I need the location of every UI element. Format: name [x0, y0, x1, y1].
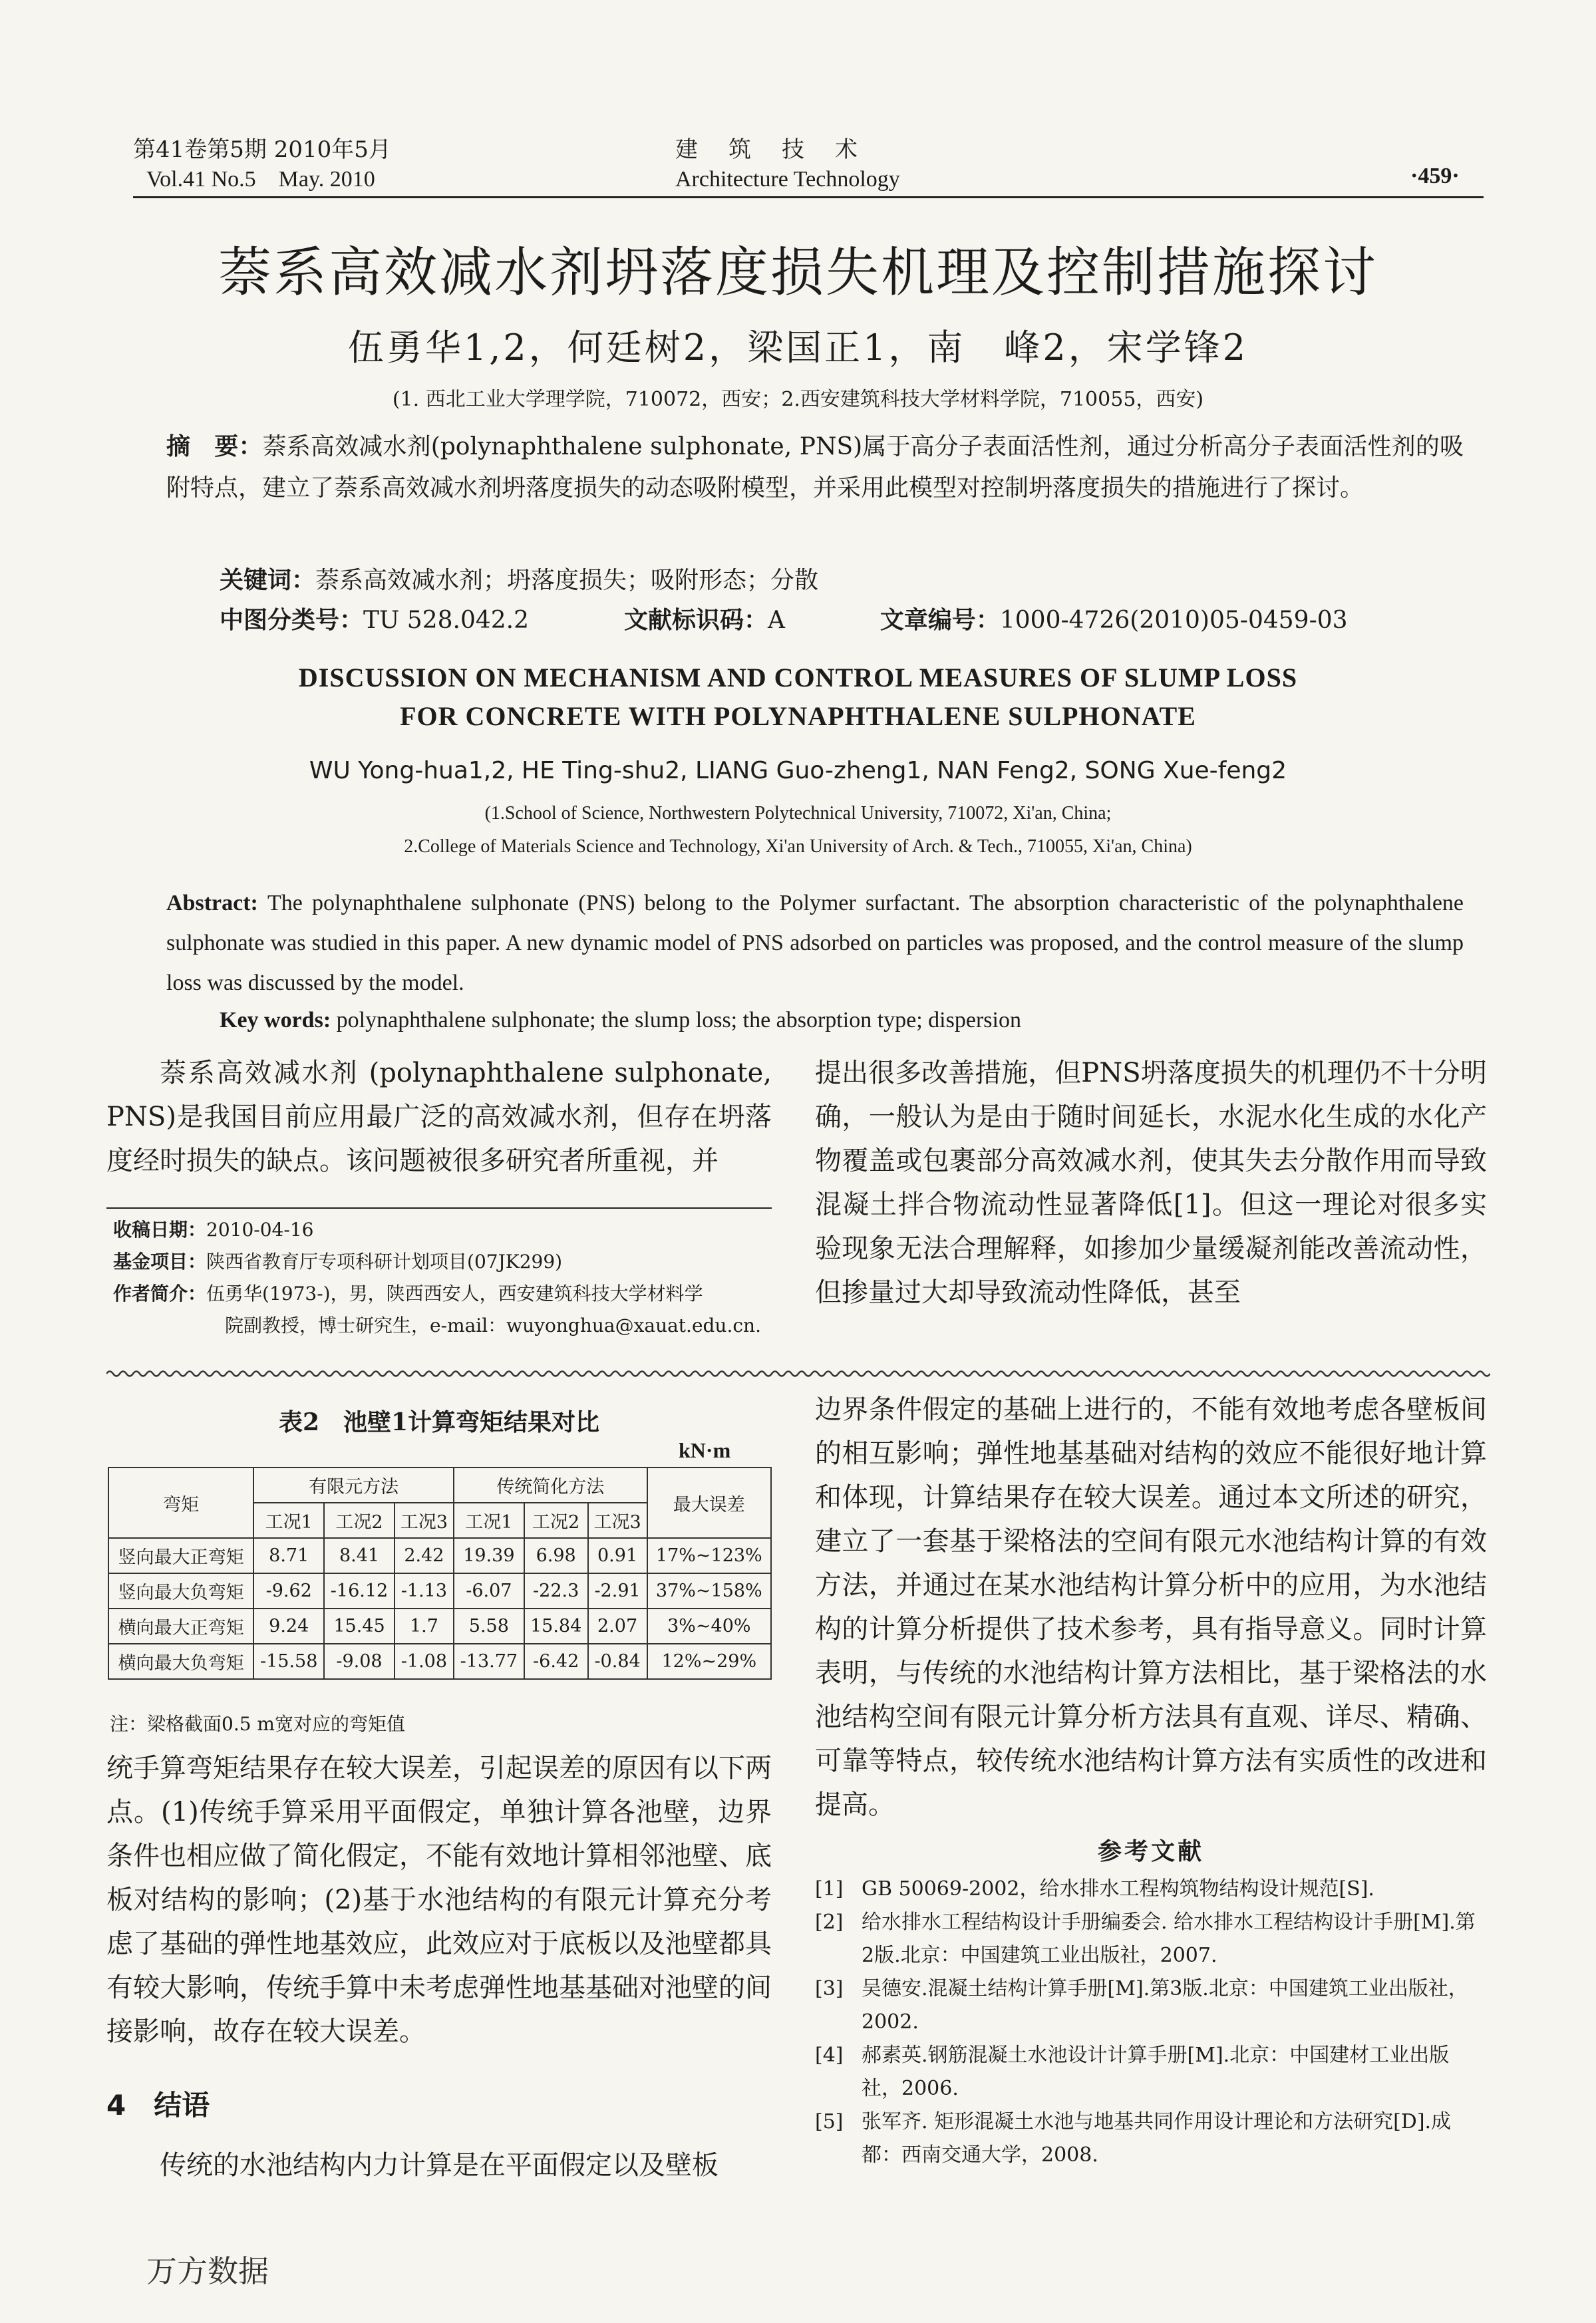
section-4-text: 传统的水池结构内力计算是在平面假定以及壁板	[160, 2150, 718, 2181]
table-cell: -13.77	[454, 1644, 524, 1679]
header-journal-en: Architecture Technology	[675, 167, 900, 192]
table-cell: 15.84	[524, 1609, 588, 1644]
footnotes	[113, 1214, 778, 1342]
doc-code-label: 文献标识码：	[623, 606, 768, 634]
reference-item	[815, 1972, 1487, 2039]
table-cell: -6.42	[524, 1644, 588, 1679]
table-header-case: 工况1	[253, 1503, 324, 1538]
watermark: 万方数据	[146, 2253, 269, 2289]
table-header-traditional: 传统简化方法	[454, 1468, 647, 1503]
table-cell: 9.24	[253, 1609, 324, 1644]
article-no-value: 1000-4726(2010)05-0459-03	[999, 607, 1348, 634]
reference-number: [5]	[815, 2110, 844, 2133]
table-cell: 8.71	[253, 1538, 324, 1573]
abstract-en	[166, 883, 1464, 1003]
intro-right-column: 提出很多改善措施，但PNS坍落度损失的机理仍不十分明确，一般认为是由于随时间延长，水泥水化生成的水化产物覆盖或包裹部分高效减水剂，使其失去分散作用而导致混凝土拌合物流动性显著降低[1]。但这一理论对很多实验现象无法合理解释，如掺加少量缓凝剂能改善流动性，但掺量过大却导致流动性降低，甚至	[815, 1058, 1487, 1308]
results-table	[108, 1467, 772, 1680]
header-page-number: ·459·	[1410, 164, 1460, 188]
references-title: 参考文献	[1097, 1837, 1204, 1865]
table-header-case: 工况1	[454, 1503, 524, 1538]
keywords-en-label: Key words:	[220, 1008, 337, 1032]
table-row	[108, 1609, 771, 1644]
abstract-en-label: Abstract:	[166, 891, 268, 915]
table-cell: -16.12	[324, 1573, 395, 1609]
row-label: 竖向最大正弯矩	[108, 1538, 253, 1573]
table-cell: -1.08	[395, 1644, 454, 1679]
section-4-heading: 4 结语	[106, 2089, 210, 2121]
table-cell: 19.39	[454, 1538, 524, 1573]
reference-text: GB 50069-2002，给水排水工程构筑物结构设计规范[S].	[862, 1877, 1374, 1901]
title-en-line1: DISCUSSION ON MECHANISM AND CONTROL MEASURES OF SLUMP LOSS	[298, 663, 1298, 693]
table-header-case: 工况3	[395, 1503, 454, 1538]
author-bio-line2: 院副教授，博士研究生，e-mail：wuyonghua@xauat.edu.cn.	[225, 1315, 761, 1336]
reference-number: [3]	[815, 1977, 844, 2000]
received-date: 2010-04-16	[206, 1219, 314, 1241]
row-label: 横向最大负弯矩	[108, 1644, 253, 1679]
table-cell: 0.91	[588, 1538, 647, 1573]
table-cell: -22.3	[524, 1573, 588, 1609]
table-cell: -9.08	[324, 1644, 395, 1679]
reference-number: [1]	[815, 1877, 844, 1901]
table-cell-error: 12%~29%	[647, 1644, 771, 1679]
title-en	[0, 659, 1596, 736]
doc-code-value: A	[767, 607, 785, 634]
table-note: 注：梁格截面0.5 m宽对应的弯矩值	[110, 1713, 405, 1735]
affiliation-en-line2: 2.College of Materials Science and Technology, Xi'an University of Arch. & Tech., 710055, Xi'an, China)	[404, 836, 1192, 857]
table-header-case: 工况2	[324, 1503, 395, 1538]
title-en-line2: FOR CONCRETE WITH POLYNAPHTHALENE SULPHONATE	[400, 701, 1196, 731]
table-cell: -9.62	[253, 1573, 324, 1609]
affiliation-cn: (1. 西北工业大学理学院，710072，西安；2.西安建筑科技大学材料学院，710055，西安)	[392, 388, 1204, 411]
table-row	[108, 1644, 771, 1679]
table-cell: 1.7	[395, 1609, 454, 1644]
table-cell: -2.91	[588, 1573, 647, 1609]
table-unit: kN·m	[679, 1438, 731, 1462]
table-cell: 6.98	[524, 1538, 588, 1573]
author-bio-line1: 伍勇华(1973-)，男，陕西西安人，西安建筑科技大学材料学	[206, 1283, 703, 1305]
reference-text: 郝素英.钢筋混凝土水池设计计算手册[M].北京：中国建材工业出版社，2006.	[862, 2044, 1450, 2100]
clc-value: TU 528.042.2	[363, 607, 530, 634]
reference-text: 吴德安.混凝土结构计算手册[M].第3版.北京：中国建筑工业出版社，2002.	[862, 1977, 1468, 2034]
table-cell: 2.42	[395, 1538, 454, 1573]
reference-text: 张军齐. 矩形混凝土水池与地基共同作用设计理论和方法研究[D].成都：西南交通大学，2008.	[862, 2110, 1452, 2167]
table-cell: -0.84	[588, 1644, 647, 1679]
reference-number: [2]	[815, 1911, 844, 1934]
authors-en: WU Yong-hua1,2, HE Ting-shu2, LIANG Guo-zheng1, NAN Feng2, SONG Xue-feng2	[309, 757, 1287, 784]
table-header-case: 工况2	[524, 1503, 588, 1538]
table-cell: -6.07	[454, 1573, 524, 1609]
row-label: 横向最大正弯矩	[108, 1609, 253, 1644]
fund-label: 基金项目：	[113, 1251, 207, 1273]
abstract-cn	[166, 426, 1464, 509]
table-header-moment: 弯矩	[108, 1468, 253, 1538]
author-bio-label: 作者简介：	[113, 1283, 207, 1305]
affiliation-en	[0, 797, 1596, 863]
reference-item	[815, 2039, 1487, 2105]
keywords-cn	[220, 560, 818, 601]
row-label: 竖向最大负弯矩	[108, 1573, 253, 1609]
keywords-cn-label: 关键词：	[220, 566, 316, 594]
table-cell: 5.58	[454, 1609, 524, 1644]
classification-line	[220, 600, 1484, 641]
intro-left-column: 萘系高效减水剂 (polynaphthalene sulphonate, PNS)是我国目前应用最广泛的高效减水剂，但存在坍落度经时损失的缺点。该问题被很多研究者所重视，并	[106, 1058, 772, 1176]
keywords-en	[220, 1001, 1464, 1040]
clc-label: 中图分类号：	[220, 606, 364, 634]
received-label: 收稿日期：	[113, 1219, 207, 1241]
article-no-label: 文章编号：	[879, 606, 1000, 634]
reference-item	[815, 1906, 1487, 1972]
lower-left-column: 统手算弯矩结果存在较大误差，引起误差的原因有以下两点。(1)传统手算采用平面假定，单独计算各池壁，边界条件也相应做了简化假定，不能有效地计算相邻池壁、底板对结构的影响；(2)基于水池结构的有限元计算充分考虑了基础的弹性地基效应，此效应对于底板以及池壁都具有较大影响，传统手算中未考虑弹性地基基础对池壁的间接影响，故存在较大误差。	[106, 1753, 772, 2047]
reference-item	[815, 2105, 1487, 2172]
fund-text: 陕西省教育厅专项科研计划项目(07JK299)	[206, 1251, 563, 1273]
table-cell: 8.41	[324, 1538, 395, 1573]
table-row	[108, 1538, 771, 1573]
table-cell: 15.45	[324, 1609, 395, 1644]
table-title: 表2 池壁1计算弯矩结果对比	[278, 1408, 600, 1436]
authors-cn: 伍勇华1,2，何廷树2，梁国正1，南 峰2，宋学锋2	[347, 327, 1249, 369]
table-cell: -1.13	[395, 1573, 454, 1609]
table-header-max-error: 最大误差	[647, 1468, 771, 1538]
lower-right-column: 边界条件假定的基础上进行的，不能有效地考虑各壁板间的相互影响；弹性地基基础对结构的效应不能很好地计算和体现，计算结果存在较大误差。通过本文所述的研究，建立了一套基于梁格法的空间有限元水池结构计算的有效方法，并通过在某水池结构计算分析中的应用，为水池结构的计算分析提供了技术参考，具有指导意义。同时计算表明，与传统的水池结构计算方法相比，基于梁格法的水池结构空间有限元计算分析方法具有直观、详尽、精确、可靠等特点，较传统水池结构计算方法有实质性的改进和提高。	[815, 1394, 1487, 1820]
table-cell-error: 37%~158%	[647, 1573, 771, 1609]
reference-item	[815, 1873, 1487, 1906]
table-cell: -15.58	[253, 1644, 324, 1679]
keywords-en-text: polynaphthalene sulphonate; the slump loss; the absorption type; dispersion	[336, 1008, 1021, 1032]
wavy-separator	[106, 1369, 1490, 1378]
references-list	[815, 1873, 1487, 2172]
abstract-cn-text: 萘系高效减水剂(polynaphthalene sulphonate, PNS)属于高分子表面活性剂，通过分析高分子表面活性剂的吸附特点，建立了萘系高效减水剂坍落度损失的动态吸附模型，并采用此模型对控制坍落度损失的措施进行了探讨。	[166, 433, 1464, 502]
table-row	[108, 1573, 771, 1609]
header-rule	[133, 196, 1484, 198]
abstract-cn-label: 摘 要：	[166, 432, 263, 460]
paper-title: 萘系高效减水剂坍落度损失机理及控制措施探讨	[218, 241, 1378, 303]
table-header-case: 工况3	[588, 1503, 647, 1538]
table-cell: 2.07	[588, 1609, 647, 1644]
footnote-rule	[106, 1207, 772, 1209]
keywords-cn-text: 萘系高效减水剂；坍落度损失；吸附形态；分散	[315, 567, 819, 594]
header-journal-cn: 建 筑 技 术	[675, 136, 862, 163]
reference-text: 给水排水工程结构设计手册编委会. 给水排水工程结构设计手册[M].第2版.北京：中国建筑工业出版社，2007.	[862, 1911, 1476, 1967]
table-cell-error: 17%~123%	[647, 1538, 771, 1573]
abstract-en-text: The polynaphthalene sulphonate (PNS) belong to the Polymer surfactant. The absorption characteristic of the polynaphthalene sulphonate was studied in this paper. A new dynamic model of PNS adsorbed on particles was proposed, and the control measure of the slump loss was discussed by the model.	[166, 891, 1464, 995]
affiliation-en-line1: (1.School of Science, Northwestern Polytechnical University, 710072, Xi'an, China;	[484, 803, 1112, 824]
table-cell-error: 3%~40%	[647, 1609, 771, 1644]
header-volume-en: Vol.41 No.5 May. 2010	[146, 167, 375, 192]
reference-number: [4]	[815, 2044, 844, 2067]
table-header-fem: 有限元方法	[253, 1468, 454, 1503]
header-volume-cn: 第41卷第5期 2010年5月	[133, 136, 391, 163]
